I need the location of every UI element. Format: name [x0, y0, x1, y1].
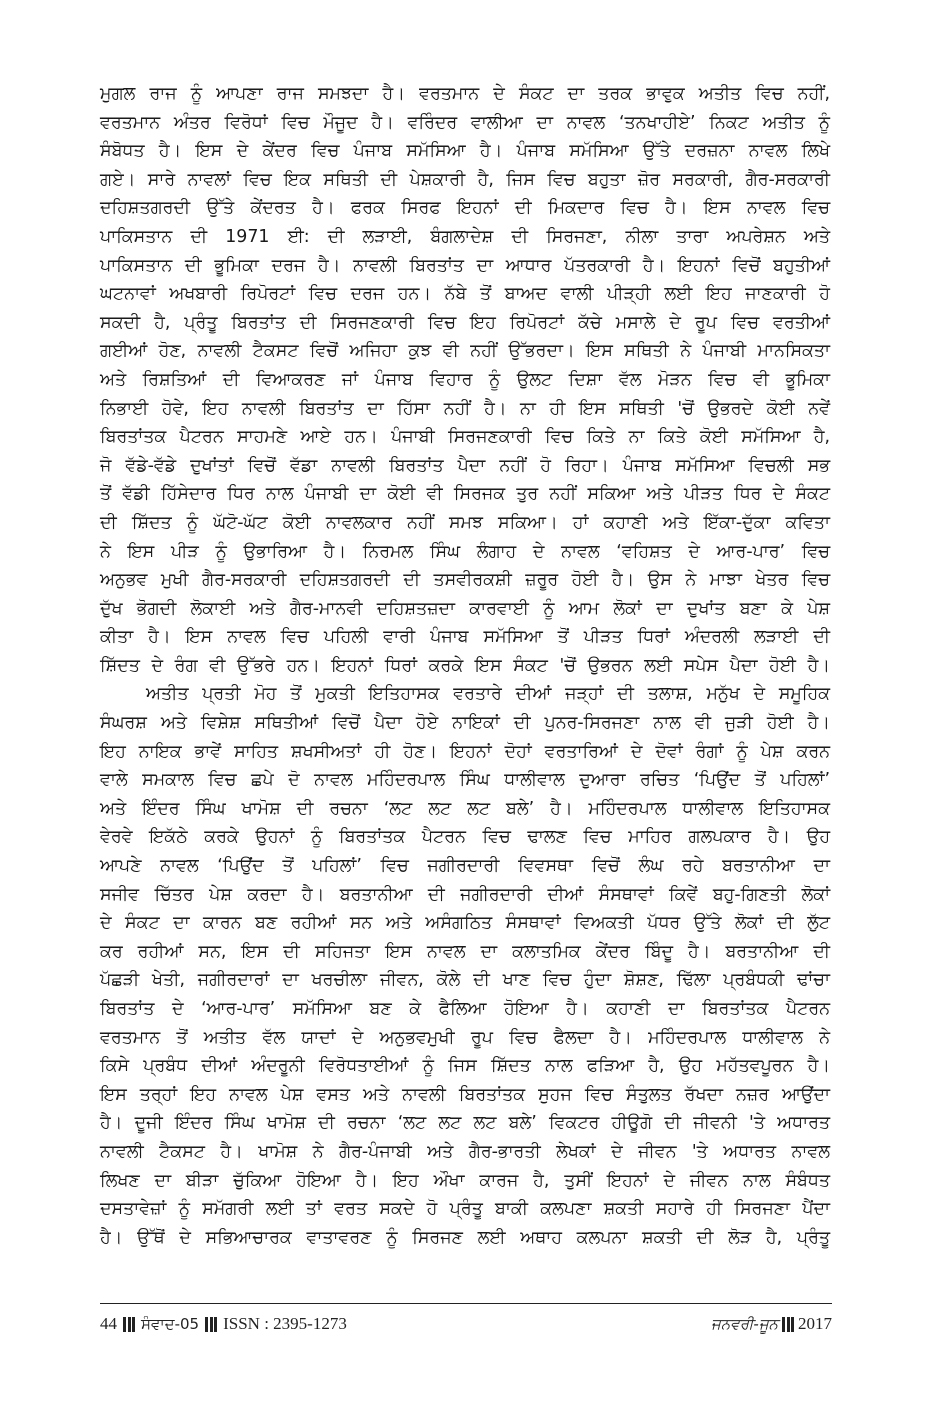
text-line: ਮੁਗਲ ਰਾਜ ਨੂੰ ਆਪਣਾ ਰਾਜ ਸਮਝਦਾ ਹੈ। ਵਰਤਮਾਨ ਦੇ ਸੰਕਟ ਦਾ ਤਰਕ ਭਾਵੁਕ ਅਤੀਤ ਵਿਚ ਨਹੀਂ,	[100, 84, 830, 104]
text-line: ਦੀ ਸ਼ਿੱਦਤ ਨੂੰ ਘੱਟੋ-ਘੱਟ ਕੋਈ ਨਾਵਲਕਾਰ ਨਹੀਂ ਸਮਝ ਸਕਿਆ। ਹਾਂ ਕਹਾਣੀ ਅਤੇ ਇੱਕਾ-ਦੁੱਕਾ ਕਵਿਤਾ	[100, 512, 830, 533]
text-line: ਦਸਤਾਵੇਜ਼ਾਂ ਨੂੰ ਸਮੱਗਰੀ ਲਈ ਤਾਂ ਵਰਤ ਸਕਦੇ ਹੋ ਪ੍ਰੰਤੂ ਬਾਕੀ ਕਲਪਣਾ ਸ਼ਕਤੀ ਸਹਾਰੇ ਹੀ ਸਿਰਜਣਾ ਪੈਂਦਾ	[100, 1199, 830, 1220]
text-line: ਤੋਂ ਵੱਡੀ ਹਿੱਸੇਦਾਰ ਧਿਰ ਨਾਲ ਪੰਜਾਬੀ ਦਾ ਕੋਈ ਵੀ ਸਿਰਜਕ ਤੁਰ ਨਹੀਂ ਸਕਿਆ ਅਤੇ ਪੀੜਤ ਧਿਰ ਦੇ ਸੰਕਟ	[100, 484, 830, 505]
text-line: ਸਜੀਵ ਚਿੱਤਰ ਪੇਸ਼ ਕਰਦਾ ਹੈ। ਬਰਤਾਨੀਆ ਦੀ ਜਗੀਰਦਾਰੀ ਦੀਆਂ ਸੰਸਥਾਵਾਂ ਕਿਵੇਂ ਬਹੁ-ਗਿਣਤੀ ਲੋਕਾਂ	[100, 884, 830, 905]
issue-year: 2017	[798, 1314, 832, 1333]
text-line: ਪਾਕਿਸਤਾਨ ਦੀ 1971 ਈ: ਦੀ ਲੜਾਈ, ਬੰਗਲਾਦੇਸ਼ ਦੀ ਸਿਰਜਣਾ, ਨੀਲਾ ਤਾਰਾ ਅਪਰੇਸ਼ਨ ਅਤੇ	[100, 226, 830, 247]
text-line: ਕਿਸੇ ਪ੍ਰਬੰਧ ਦੀਆਂ ਅੰਦਰੂਨੀ ਵਿਰੋਧਤਾਈਆਂ ਨੂੰ ਜਿਸ ਸ਼ਿੱਦਤ ਨਾਲ ਫੜਿਆ ਹੈ, ਉਹ ਮਹੱਤਵਪੂਰਨ ਹੈ।	[100, 1056, 830, 1077]
text-line: ਅਨੁਭਵ ਮੁਖੀ ਗੈਰ-ਸਰਕਾਰੀ ਦਹਿਸ਼ਤਗਰਦੀ ਦੀ ਤਸਵੀਰਕਸ਼ੀ ਜ਼ਰੂਰ ਹੋਈ ਹੈ। ਉਸ ਨੇ ਮਾਝਾ ਖੇਤਰ ਵਿਚ	[100, 570, 830, 591]
page-footer	[100, 1314, 832, 1344]
text-line: ਨੇ ਇਸ ਪੀੜ ਨੂੰ ਉਭਾਰਿਆ ਹੈ। ਨਿਰਮਲ ਸਿੰਘ ਲੰਗਾਹ ਦੇ ਨਾਵਲ ‘ਵਹਿਸ਼ਤ ਦੇ ਆਰ-ਪਾਰ’ ਵਿਚ	[100, 541, 830, 562]
text-line: ਇਹ ਨਾਇਕ ਭਾਵੇਂ ਸਾਹਿਤ ਸ਼ਖਸੀਅਤਾਂ ਹੀ ਹੋਣ। ਇਹਨਾਂ ਦੋਹਾਂ ਵਰਤਾਰਿਆਂ ਦੇ ਦੋਵਾਂ ਰੰਗਾਂ ਨੂੰ ਪੇਸ਼ ਕਰਨ	[100, 741, 830, 762]
text-line: ਕਰ ਰਹੀਆਂ ਸਨ, ਇਸ ਦੀ ਸਹਿਜਤਾ ਇਸ ਨਾਵਲ ਦਾ ਕਲਾਤਮਿਕ ਕੇਂਦਰ ਬਿੰਦੂ ਹੈ। ਬਰਤਾਨੀਆ ਦੀ	[100, 941, 830, 962]
text-line: ਲਿਖਣ ਦਾ ਬੀੜਾ ਚੁੱਕਿਆ ਹੋਇਆ ਹੈ। ਇਹ ਔਖਾ ਕਾਰਜ ਹੈ, ਤੁਸੀਂ ਇਹਨਾਂ ਦੇ ਜੀਵਨ ਨਾਲ ਸੰਬੰਧਤ	[100, 1170, 830, 1191]
text-line: ਗਏ। ਸਾਰੇ ਨਾਵਲਾਂ ਵਿਚ ਇਕ ਸਥਿਤੀ ਦੀ ਪੇਸ਼ਕਾਰੀ ਹੈ, ਜਿਸ ਵਿਚ ਬਹੁਤਾ ਜ਼ੋਰ ਸਰਕਾਰੀ, ਗੈਰ-ਸਰਕਾਰੀ	[100, 169, 830, 190]
text-line: ਬਿਰਤਾਂਤਕ ਪੈਟਰਨ ਸਾਹਮਣੇ ਆਏ ਹਨ। ਪੰਜਾਬੀ ਸਿਰਜਣਕਾਰੀ ਵਿਚ ਕਿਤੇ ਨਾ ਕਿਤੇ ਕੋਈ ਸਮੱਸਿਆ ਹੈ,	[100, 427, 830, 448]
text-line: ਸਕਦੀ ਹੈ, ਪ੍ਰੰਤੂ ਬਿਰਤਾਂਤ ਦੀ ਸਿਰਜਣਕਾਰੀ ਵਿਚ ਇਹ ਰਿਪੋਰਟਾਂ ਕੱਚੇ ਮਸਾਲੇ ਦੇ ਰੂਪ ਵਿਚ ਵਰਤੀਆਂ	[100, 312, 830, 333]
text-line: ਘਟਨਾਵਾਂ ਅਖਬਾਰੀ ਰਿਪੋਰਟਾਂ ਵਿਚ ਦਰਜ ਹਨ। ਨੱਬੇ ਤੋਂ ਬਾਅਦ ਵਾਲੀ ਪੀੜ੍ਹੀ ਲਈ ਇਹ ਜਾਣਕਾਰੀ ਹੋ	[100, 284, 830, 305]
text-line: ਜੋ ਵੱਡੇ-ਵੱਡੇ ਦੁਖਾਂਤਾਂ ਵਿਚੋਂ ਵੱਡਾ ਨਾਵਲੀ ਬਿਰਤਾਂਤ ਪੈਦਾ ਨਹੀਂ ਹੋ ਰਿਹਾ। ਪੰਜਾਬ ਸਮੱਸਿਆ ਵਿਚਲੀ ਸਭ	[100, 455, 830, 476]
footer-right	[711, 1314, 832, 1334]
separator-bars-icon	[123, 1316, 135, 1332]
text-line: ਹੈ। ਉੱਥੋਂ ਦੇ ਸਭਿਆਚਾਰਕ ਵਾਤਾਵਰਣ ਨੂੰ ਸਿਰਜਣ ਲਈ ਅਥਾਹ ਕਲਪਨਾ ਸ਼ਕਤੀ ਦੀ ਲੋੜ ਹੈ, ਪ੍ਰੰਤੂ	[100, 1227, 830, 1248]
issue-period: ਜਨਵਰੀ-ਜੂਨ	[711, 1315, 778, 1333]
text-line: ਵਾਲੇ ਸਮਕਾਲ ਵਿਚ ਛਪੇ ਦੋ ਨਾਵਲ ਮਹਿੰਦਰਪਾਲ ਸਿੰਘ ਧਾਲੀਵਾਲ ਦੁਆਰਾ ਰਚਿਤ ‘ਪਿਉਂਦ ਤੋਂ ਪਹਿਲਾਂ’	[100, 770, 830, 791]
text-line: ਵੇਰਵੇ ਇਕੱਠੇ ਕਰਕੇ ਉਹਨਾਂ ਨੂੰ ਬਿਰਤਾਂਤਕ ਪੈਟਰਨ ਵਿਚ ਢਾਲਣ ਵਿਚ ਮਾਹਿਰ ਗਲਪਕਾਰ ਹੈ। ਉਹ	[100, 827, 830, 848]
issn: ISSN : 2395-1273	[223, 1314, 347, 1333]
separator-bars-icon	[782, 1316, 794, 1332]
page-number: 44	[100, 1314, 117, 1333]
text-line: ਕੀਤਾ ਹੈ। ਇਸ ਨਾਵਲ ਵਿਚ ਪਹਿਲੀ ਵਾਰੀ ਪੰਜਾਬ ਸਮੱਸਿਆ ਤੋਂ ਪੀੜਤ ਧਿਰਾਂ ਅੰਦਰਲੀ ਲੜਾਈ ਦੀ	[100, 627, 830, 648]
text-line: ਦੇ ਸੰਕਟ ਦਾ ਕਾਰਨ ਬਣ ਰਹੀਆਂ ਸਨ ਅਤੇ ਅਸੰਗਠਿਤ ਸੰਸਥਾਵਾਂ ਵਿਅਕਤੀ ਪੱਧਰ ਉੱਤੇ ਲੋਕਾਂ ਦੀ ਲੁੱਟ	[100, 913, 830, 934]
body-text	[100, 80, 830, 1252]
text-line: ਅਤੀਤ ਪ੍ਰਤੀ ਮੋਹ ਤੋਂ ਮੁਕਤੀ ਇਤਿਹਾਸਕ ਵਰਤਾਰੇ ਦੀਆਂ ਜੜ੍ਹਾਂ ਦੀ ਤਲਾਸ਼, ਮਨੁੱਖ ਦੇ ਸਮੂਹਿਕ	[146, 684, 830, 705]
text-line: ਨਿਭਾਈ ਹੋਵੇ, ਇਹ ਨਾਵਲੀ ਬਿਰਤਾਂਤ ਦਾ ਹਿੱਸਾ ਨਹੀਂ ਹੈ। ਨਾ ਹੀ ਇਸ ਸਥਿਤੀ 'ਚੋਂ ਉਭਰਦੇ ਕੋਈ ਨਵੇਂ	[100, 398, 830, 419]
text-line: ਦਹਿਸ਼ਤਗਰਦੀ ਉੱਤੇ ਕੇਂਦਰਤ ਹੈ। ਫਰਕ ਸਿਰਫ ਇਹਨਾਂ ਦੀ ਮਿਕਦਾਰ ਵਿਚ ਹੈ। ਇਸ ਨਾਵਲ ਵਿਚ	[100, 198, 830, 219]
text-line: ਆਪਣੇ ਨਾਵਲ ‘ਪਿਉਂਦ ਤੋਂ ਪਹਿਲਾਂ’ ਵਿਚ ਜਗੀਰਦਾਰੀ ਵਿਵਸਥਾ ਵਿਚੋਂ ਲੰਘ ਰਹੇ ਬਰਤਾਨੀਆ ਦਾ	[100, 856, 830, 877]
text-line: ਅਤੇ ਇੰਦਰ ਸਿੰਘ ਖਾਮੋਸ਼ ਦੀ ਰਚਨਾ ‘ਲਟ ਲਟ ਲਟ ਬਲੇ’ ਹੈ। ਮਹਿੰਦਰਪਾਲ ਧਾਲੀਵਾਲ ਇਤਿਹਾਸਕ	[100, 798, 830, 819]
text-line: ਸੰਘਰਸ਼ ਅਤੇ ਵਿਸ਼ੇਸ਼ ਸਥਿਤੀਆਂ ਵਿਚੋਂ ਪੈਦਾ ਹੋਏ ਨਾਇਕਾਂ ਦੀ ਪੁਨਰ-ਸਿਰਜਣਾ ਨਾਲ ਵੀ ਜੁੜੀ ਹੋਈ ਹੈ।	[100, 713, 830, 734]
text-line: ਵਰਤਮਾਨ ਤੋਂ ਅਤੀਤ ਵੱਲ ਯਾਦਾਂ ਦੇ ਅਨੁਭਵਮੁਖੀ ਰੂਪ ਵਿਚ ਫੈਲਦਾ ਹੈ। ਮਹਿੰਦਰਪਾਲ ਧਾਲੀਵਾਲ ਨੇ	[100, 1027, 830, 1048]
text-line: ਹੈ। ਦੂਜੀ ਇੰਦਰ ਸਿੰਘ ਖਾਮੋਸ਼ ਦੀ ਰਚਨਾ ‘ਲਟ ਲਟ ਲਟ ਬਲੇ’ ਵਿਕਟਰ ਹੀਊਗੋ ਦੀ ਜੀਵਨੀ 'ਤੇ ਅਧਾਰਤ	[100, 1113, 830, 1134]
text-line: ਇਸ ਤਰ੍ਹਾਂ ਇਹ ਨਾਵਲ ਪੇਸ਼ ਵਸਤ ਅਤੇ ਨਾਵਲੀ ਬਿਰਤਾਂਤਕ ਸੁਹਜ ਵਿਚ ਸੰਤੁਲਤ ਰੱਖਦਾ ਨਜ਼ਰ ਆਉਂਦਾ	[100, 1084, 830, 1105]
text-line: ਸੰਬੋਧਤ ਹੈ। ਇਸ ਦੇ ਕੇਂਦਰ ਵਿਚ ਪੰਜਾਬ ਸਮੱਸਿਆ ਹੈ। ਪੰਜਾਬ ਸਮੱਸਿਆ ਉੱਤੇ ਦਰਜ਼ਨਾ ਨਾਵਲ ਲਿਖੇ	[100, 141, 830, 162]
journal-name: ਸੰਵਾਦ-05	[141, 1315, 200, 1333]
footer-left	[100, 1314, 347, 1334]
text-line: ਗਈਆਂ ਹੋਣ, ਨਾਵਲੀ ਟੈਕਸਟ ਵਿਚੋਂ ਅਜਿਹਾ ਕੁਝ ਵੀ ਨਹੀਂ ਉੱਭਰਦਾ। ਇਸ ਸਥਿਤੀ ਨੇ ਪੰਜਾਬੀ ਮਾਨਸਿਕਤਾ	[100, 341, 830, 362]
text-line: ਸ਼ਿੱਦਤ ਦੇ ਰੰਗ ਵੀ ਉੱਭਰੇ ਹਨ। ਇਹਨਾਂ ਧਿਰਾਂ ਕਰਕੇ ਇਸ ਸੰਕਟ 'ਚੋਂ ਉਭਰਨ ਲਈ ਸਪੇਸ ਪੈਦਾ ਹੋਈ ਹੈ।	[100, 655, 830, 676]
text-line: ਵਰਤਮਾਨ ਅੰਤਰ ਵਿਰੋਧਾਂ ਵਿਚ ਮੌਜੂਦ ਹੈ। ਵਰਿੰਦਰ ਵਾਲੀਆ ਦਾ ਨਾਵਲ ‘ਤਨਖਾਹੀਏ’ ਨਿਕਟ ਅਤੀਤ ਨੂੰ	[100, 112, 830, 133]
text-line: ਬਿਰਤਾਂਤ ਦੇ ‘ਆਰ-ਪਾਰ’ ਸਮੱਸਿਆ ਬਣ ਕੇ ਫੈਲਿਆ ਹੋਇਆ ਹੈ। ਕਹਾਣੀ ਦਾ ਬਿਰਤਾਂਤਕ ਪੈਟਰਨ	[100, 999, 830, 1019]
footer-rule	[100, 1303, 832, 1304]
text-line: ਨਾਵਲੀ ਟੈਕਸਟ ਹੈ। ਖਾਮੋਸ਼ ਨੇ ਗੈਰ-ਪੰਜਾਬੀ ਅਤੇ ਗੈਰ-ਭਾਰਤੀ ਲੇਖਕਾਂ ਦੇ ਜੀਵਨ 'ਤੇ ਅਧਾਰਤ ਨਾਵਲ	[100, 1141, 830, 1162]
text-line: ਪਾਕਿਸਤਾਨ ਦੀ ਭੂਮਿਕਾ ਦਰਜ ਹੈ। ਨਾਵਲੀ ਬਿਰਤਾਂਤ ਦਾ ਆਧਾਰ ਪੱਤਰਕਾਰੀ ਹੈ। ਇਹਨਾਂ ਵਿਚੋਂ ਬਹੁਤੀਆਂ	[100, 255, 830, 276]
separator-bars-icon	[205, 1316, 217, 1332]
text-line: ਪੱਛੜੀ ਖੇਤੀ, ਜਗੀਰਦਾਰਾਂ ਦਾ ਖਰਚੀਲਾ ਜੀਵਨ, ਕੋਲੇ ਦੀ ਖਾਣ ਵਿਚ ਹੁੰਦਾ ਸ਼ੋਸ਼ਣ, ਢਿੱਲਾ ਪ੍ਰਬੰਧਕੀ ਢਾਂਚਾ	[100, 970, 830, 991]
text-line: ਦੁੱਖ ਭੋਗਦੀ ਲੋਕਾਈ ਅਤੇ ਗੈਰ-ਮਾਨਵੀ ਦਹਿਸ਼ਤਜ਼ਦਾ ਕਾਰਵਾਈ ਨੂੰ ਆਮ ਲੋਕਾਂ ਦਾ ਦੁਖਾਂਤ ਬਣਾ ਕੇ ਪੇਸ਼	[100, 598, 830, 619]
text-line: ਅਤੇ ਰਿਸ਼ਤਿਆਂ ਦੀ ਵਿਆਕਰਣ ਜਾਂ ਪੰਜਾਬ ਵਿਹਾਰ ਨੂੰ ਉਲਟ ਦਿਸ਼ਾ ਵੱਲ ਮੋੜਨ ਵਿਚ ਵੀ ਭੂਮਿਕਾ	[100, 369, 830, 390]
